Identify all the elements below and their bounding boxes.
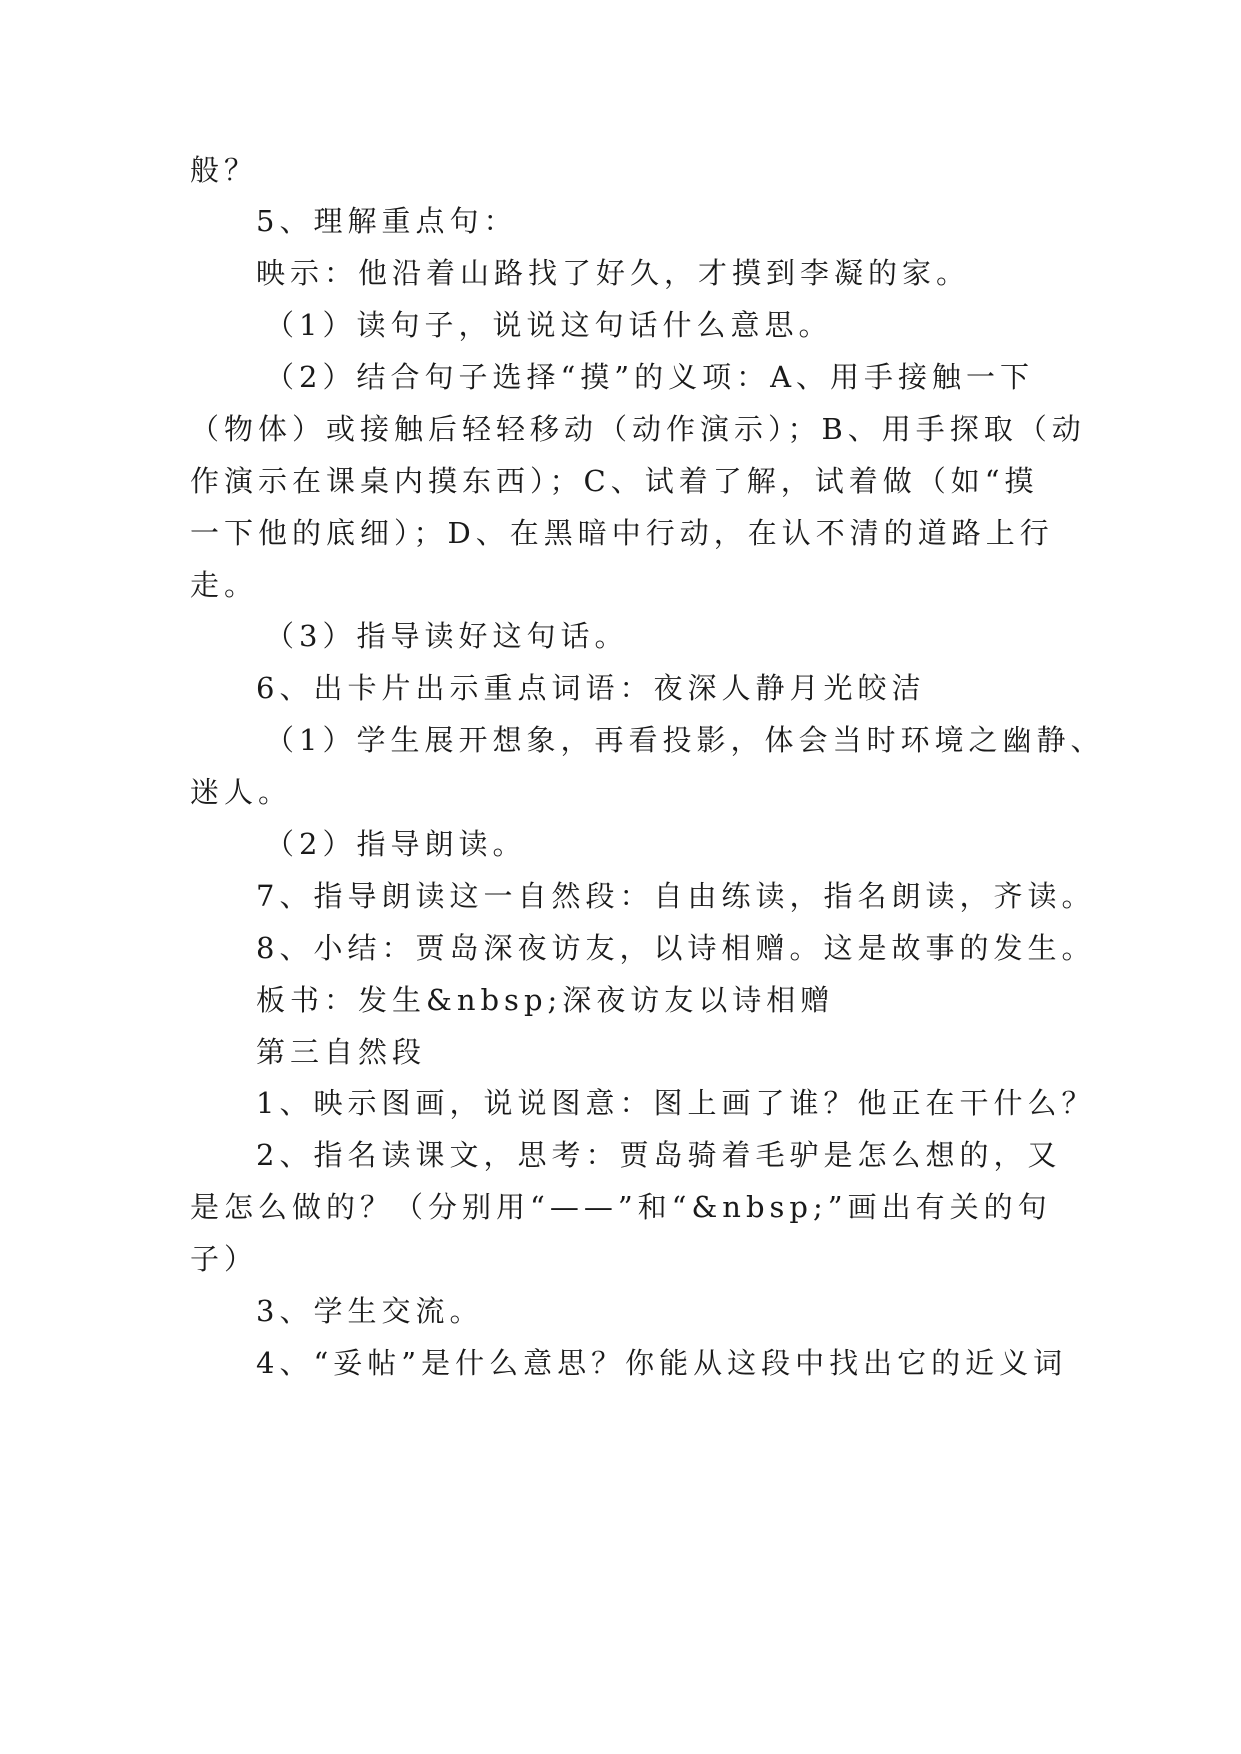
text-line-1: 般？ <box>190 153 259 187</box>
text-line-10: （3）指导读好这句话。 <box>265 619 629 653</box>
text-line-16: 8、小结：贾岛深夜访友，以诗相赠。这是故事的发生。 <box>256 931 1096 965</box>
text-line-5: （2）结合句子选择“摸”的义项：A、用手接触一下 <box>265 360 1035 394</box>
text-line-21: 是怎么做的？（分别用“——”和“&nbsp;”画出有关的句 <box>190 1190 1052 1224</box>
text-line-7: 作演示在课桌内摸东西）；C、试着了解，试着做（如“摸 <box>190 464 1039 498</box>
text-line-20: 2、指名读课文，思考：贾岛骑着毛驴是怎么想的，又 <box>256 1138 1062 1172</box>
text-line-19: 1、映示图画，说说图意：图上画了谁？他正在干什么？ <box>256 1086 1096 1120</box>
text-line-2: 5、理解重点句： <box>256 204 518 238</box>
text-line-11: 6、出卡片出示重点词语：夜深人静月光皎洁 <box>256 671 926 705</box>
text-line-23: 3、学生交流。 <box>256 1294 484 1328</box>
text-line-13: 迷人。 <box>190 775 293 809</box>
text-line-4: （1）读句子，说说这句话什么意思。 <box>265 308 833 342</box>
text-line-18: 第三自然段 <box>256 1035 427 1069</box>
text-line-24: 4、“妥帖”是什么意思？你能从这段中找出它的近义词 <box>256 1346 1068 1380</box>
text-line-22: 子） <box>190 1242 259 1276</box>
text-line-12: （1）学生展开想象，再看投影，体会当时环境之幽静、 <box>265 723 1105 757</box>
text-line-9: 走。 <box>190 568 259 602</box>
text-line-8: 一下他的底细）；D、在黑暗中行动，在认不清的道路上行 <box>190 516 1054 550</box>
text-line-3: 映示：他沿着山路找了好久，才摸到李凝的家。 <box>256 256 971 290</box>
text-line-6: （物体）或接触后轻轻移动（动作演示）；B、用手探取（动 <box>190 412 1086 446</box>
text-line-17: 板书：发生&nbsp;深夜访友以诗相赠 <box>256 983 835 1017</box>
text-line-15: 7、指导朗读这一自然段：自由练读，指名朗读，齐读。 <box>256 879 1096 913</box>
text-line-14: （2）指导朗读。 <box>265 827 527 861</box>
